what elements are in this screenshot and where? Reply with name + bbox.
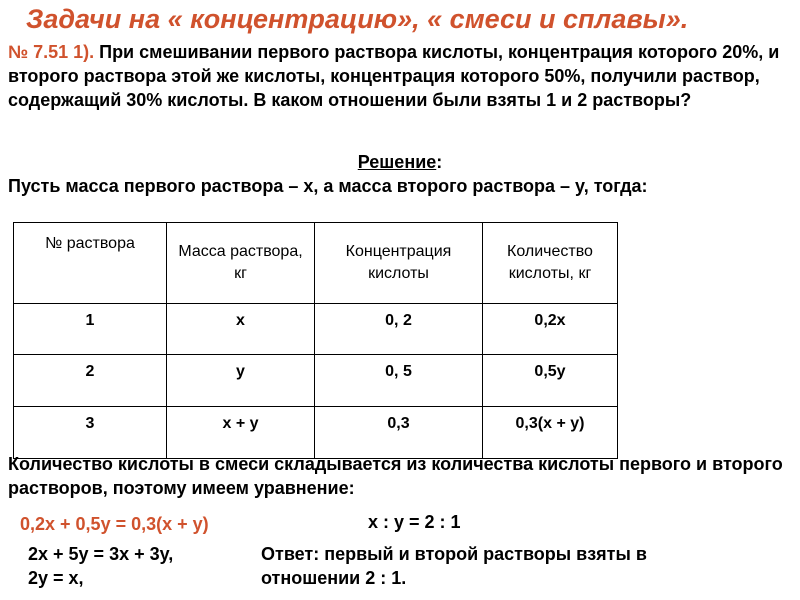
solution-colon: : [436,152,443,172]
header-acid-amount: Количество кислоты, кг [483,223,618,304]
header-mass: Масса раствора, кг [167,223,315,304]
header-solution-number: № раствора [14,223,167,304]
explanation-text: Количество кислоты в смеси складывается из количества кислоты первого и второго растворов, поэтому имеем уравнение: [8,454,783,498]
ratio-result: х : у = 2 : 1 [368,512,461,532]
table-cell: х [167,304,315,355]
table-row [14,304,618,355]
solution-intro: Пусть масса первого раствора – х, а масса второго раствора – у, тогда: [8,176,648,196]
table-row [14,355,618,407]
solution-heading: Решение [357,152,437,172]
table-cell: 0,3(х + у) [483,407,618,459]
header-concentration: Концентрация кислоты [315,223,483,304]
table-cell: 0,2х [483,304,618,355]
table-cell: у [167,355,315,407]
table-cell: х + у [167,407,315,459]
solution-steps [28,542,173,590]
solution-heading-line [0,150,800,174]
answer-line: Ответ: первый и второй растворы взяты в [261,544,647,564]
problem-text: При смешивании первого раствора кислоты, концентрация которого 20%, и второго раствора этой же кислоты, концентрация которого 50%, получили раствор, содержащий 30% кислоты. В каком отношении были взяты 1 и 2 растворы? [8,42,780,110]
problem-statement [8,40,793,112]
solution-table [13,222,618,459]
table-cell: 1 [14,304,167,355]
answer [261,542,647,590]
table-header-row [14,223,618,304]
problem-number: № 7.51 1). [8,42,95,62]
equation: 0,2х + 0,5у = 0,3(х + у) [20,514,209,534]
table-cell: 0, 2 [315,304,483,355]
answer-line: отношении 2 : 1. [261,568,407,588]
table-row [14,407,618,459]
table-cell: 2 [14,355,167,407]
table-cell: 0, 5 [315,355,483,407]
table-cell: 3 [14,407,167,459]
page-title: Задачи на « концентрацию», « смеси и сплавы». [26,4,689,34]
step-line: 2у = х, [28,568,84,588]
step-line: 2х + 5у = 3х + 3у, [28,544,174,564]
table-cell: 0,3 [315,407,483,459]
table-cell: 0,5у [483,355,618,407]
